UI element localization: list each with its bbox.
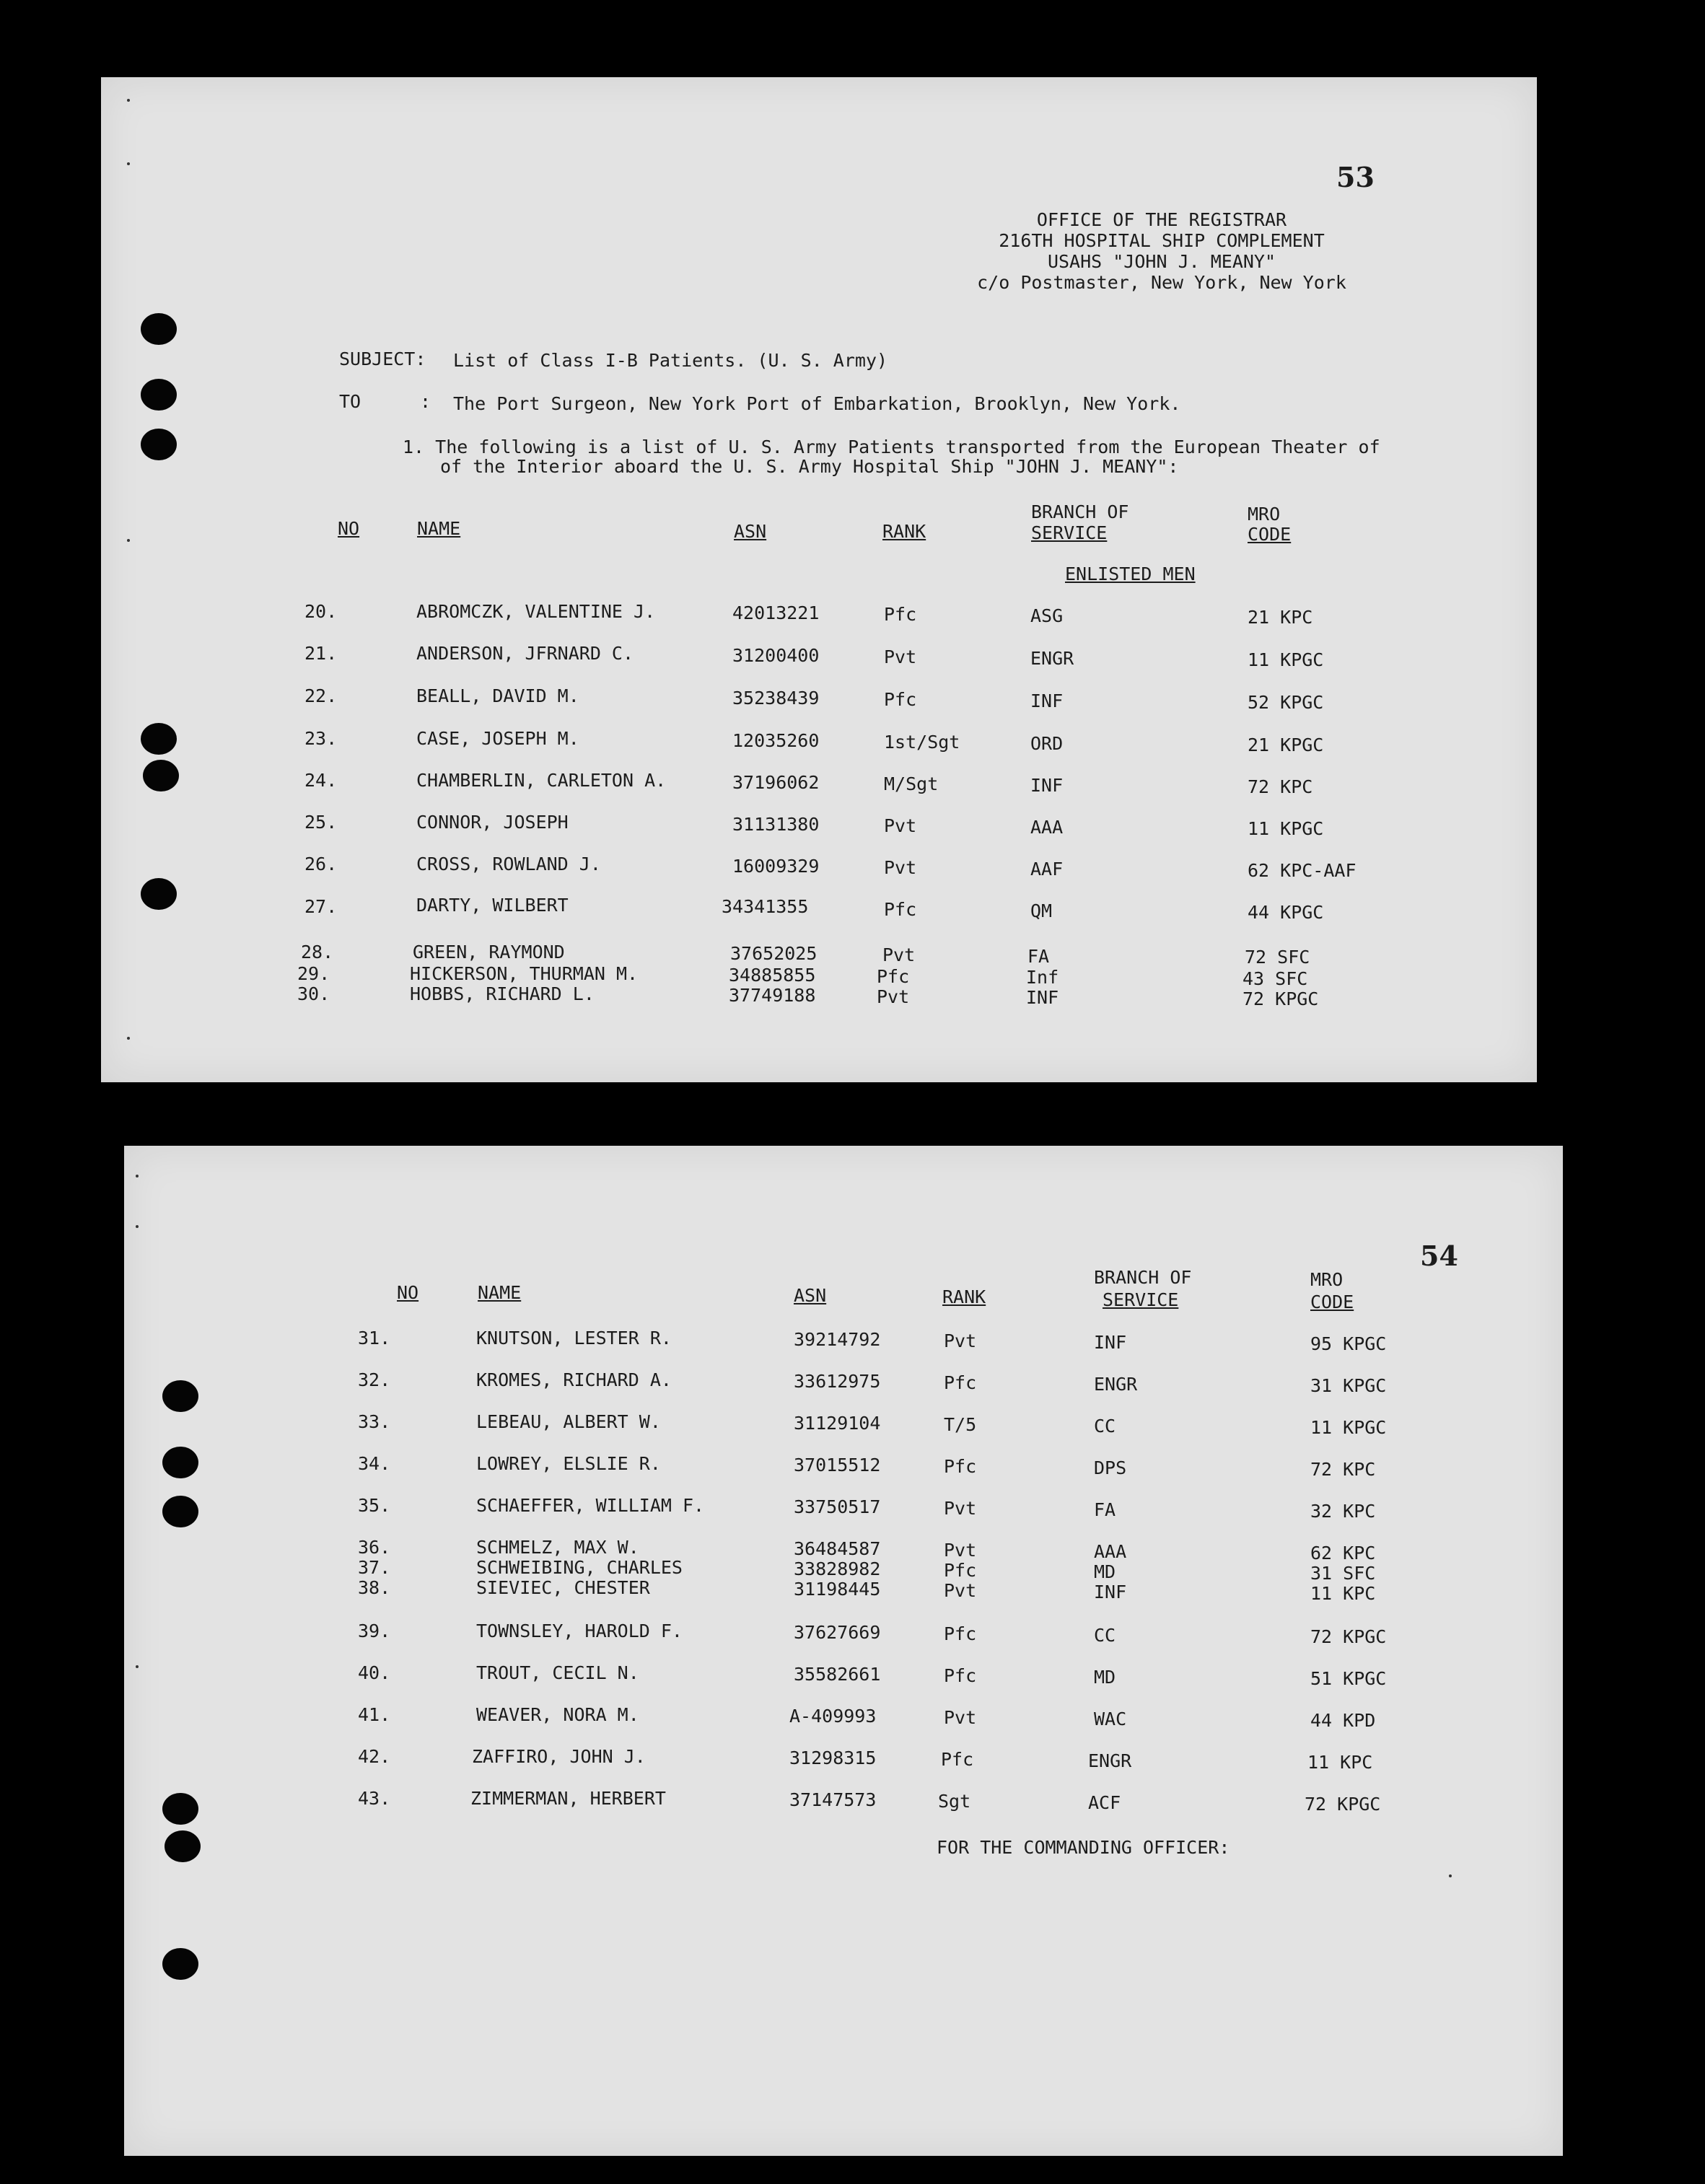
col-header-rank: RANK (942, 1286, 986, 1307)
row-name: ABROMCZK, VALENTINE J. (416, 601, 656, 622)
row-no: 36. (358, 1537, 391, 1558)
office-line-3: USAHS "JOHN J. MEANY" (1047, 251, 1276, 272)
margin-mark (127, 1037, 130, 1040)
row-name: CROSS, ROWLAND J. (416, 854, 601, 874)
row-rank: T/5 (944, 1414, 977, 1435)
punch-hole (141, 723, 177, 755)
row-no: 27. (304, 896, 338, 917)
row-branch: FA (1094, 1499, 1116, 1520)
row-mro: 72 KPGC (1305, 1794, 1381, 1815)
row-asn: 31129104 (794, 1413, 881, 1434)
row-branch: MD (1094, 1561, 1116, 1582)
col-header-name: NAME (417, 518, 461, 539)
punch-hole (162, 1496, 198, 1527)
row-no: 37. (358, 1557, 391, 1578)
row-asn: 37196062 (732, 772, 820, 793)
row-branch: INF (1094, 1332, 1127, 1353)
row-no: 24. (304, 770, 338, 791)
row-no: 30. (297, 983, 330, 1004)
row-rank: Pvt (944, 1580, 977, 1601)
punch-hole (141, 878, 177, 910)
row-asn: 37147573 (789, 1789, 877, 1810)
signature-line: FOR THE COMMANDING OFFICER: (937, 1837, 1230, 1858)
row-mro: 11 KPGC (1248, 818, 1324, 839)
row-name: CASE, JOSEPH M. (416, 728, 579, 749)
row-no: 39. (358, 1621, 391, 1641)
to-text: The Port Surgeon, New York Port of Embarkation, Brooklyn, New York. (453, 393, 1181, 414)
document-page-53 (101, 77, 1537, 1082)
row-rank: Pvt (884, 646, 917, 667)
row-asn: 35582661 (794, 1664, 881, 1685)
row-name: GREEN, RAYMOND (413, 942, 565, 962)
row-mro: 72 KPC (1248, 776, 1313, 797)
row-mro: 11 KPGC (1310, 1417, 1387, 1438)
row-asn: 37015512 (794, 1455, 881, 1475)
subject-label: SUBJECT: (339, 348, 426, 369)
row-branch: INF (1030, 775, 1064, 796)
margin-mark (136, 1225, 139, 1228)
row-rank: Pfc (944, 1372, 977, 1393)
col-header-mro-2: CODE (1248, 524, 1292, 545)
row-no: 31. (358, 1328, 391, 1348)
row-asn: 31200400 (732, 645, 820, 666)
row-asn: 34885855 (729, 965, 816, 986)
subject-text: List of Class I-B Patients. (U. S. Army) (453, 350, 888, 371)
row-asn: 33612975 (794, 1371, 881, 1392)
row-rank: Pfc (944, 1665, 977, 1686)
row-rank: Pfc (877, 966, 910, 987)
col-header-asn: ASN (734, 521, 767, 542)
row-asn: 31131380 (732, 814, 820, 835)
punch-hole (162, 1380, 198, 1412)
col-header-no: NO (338, 518, 360, 539)
row-name: SIEVIEC, CHESTER (476, 1577, 650, 1598)
row-name: CHAMBERLIN, CARLETON A. (416, 770, 667, 791)
row-branch: INF (1094, 1582, 1127, 1602)
row-rank: Pfc (884, 604, 917, 625)
col-header-branch-1: BRANCH OF (1094, 1267, 1192, 1288)
row-branch: ASG (1030, 605, 1064, 626)
row-mro: 44 KPGC (1248, 902, 1324, 923)
row-asn: 37627669 (794, 1622, 881, 1643)
row-name: HOBBS, RICHARD L. (410, 983, 595, 1004)
row-rank: Pvt (884, 857, 917, 878)
punch-hole (162, 1948, 198, 1980)
row-asn: 16009329 (732, 856, 820, 877)
row-name: KNUTSON, LESTER R. (476, 1328, 672, 1348)
row-rank: Sgt (938, 1791, 971, 1812)
row-name: SCHAEFFER, WILLIAM F. (476, 1495, 705, 1516)
row-asn: 34341355 (722, 896, 809, 917)
punch-hole (141, 313, 177, 345)
col-header-mro-2: CODE (1310, 1291, 1354, 1312)
punch-hole (165, 1830, 201, 1862)
row-name: CONNOR, JOSEPH (416, 812, 569, 833)
row-mro: 62 KPC (1310, 1543, 1376, 1564)
row-asn: 39214792 (794, 1329, 881, 1350)
row-mro: 72 SFC (1245, 947, 1310, 968)
row-mro: 31 KPGC (1310, 1375, 1387, 1396)
row-asn: 31298315 (789, 1747, 877, 1768)
row-rank: Pfc (884, 899, 917, 920)
row-branch: CC (1094, 1625, 1116, 1646)
row-mro: 52 KPGC (1248, 692, 1324, 713)
row-name: BEALL, DAVID M. (416, 685, 579, 706)
row-mro: 51 KPGC (1310, 1668, 1387, 1689)
row-branch: ENGR (1094, 1374, 1138, 1395)
office-line-4: c/o Postmaster, New York, New York (977, 272, 1346, 293)
row-mro: 11 KPGC (1248, 649, 1324, 670)
paragraph-line-2: of the Interior aboard the U. S. Army Hospital Ship "JOHN J. MEANY": (440, 456, 1179, 477)
col-header-rank: RANK (882, 521, 926, 542)
row-no: 32. (358, 1369, 391, 1390)
row-rank: Pvt (944, 1707, 977, 1728)
col-header-mro-1: MRO (1248, 504, 1281, 525)
col-header-name: NAME (478, 1282, 522, 1303)
col-header-mro-1: MRO (1310, 1269, 1344, 1290)
to-label: TO (339, 391, 361, 412)
row-name: ZIMMERMAN, HERBERT (470, 1788, 666, 1809)
row-no: 41. (358, 1704, 391, 1725)
punch-hole (162, 1793, 198, 1825)
row-branch: ENGR (1088, 1750, 1132, 1771)
punch-hole (143, 760, 179, 791)
office-line-1: OFFICE OF THE REGISTRAR (1036, 209, 1287, 230)
document-page-54 (124, 1146, 1563, 2156)
col-header-branch-2: SERVICE (1031, 522, 1108, 543)
row-mro: 21 KPGC (1248, 734, 1324, 755)
row-mro: 11 KPC (1310, 1583, 1376, 1604)
row-branch: MD (1094, 1667, 1116, 1688)
row-no: 35. (358, 1495, 391, 1516)
page-number: 54 (1420, 1240, 1458, 1272)
row-asn: 12035260 (732, 730, 820, 751)
row-no: 40. (358, 1662, 391, 1683)
row-rank: Pfc (944, 1560, 977, 1581)
col-header-asn: ASN (794, 1285, 827, 1306)
row-no: 34. (358, 1453, 391, 1474)
row-no: 25. (304, 812, 338, 833)
row-branch: WAC (1094, 1709, 1127, 1729)
margin-mark (127, 539, 130, 542)
row-branch: FA (1027, 946, 1050, 967)
row-name: WEAVER, NORA M. (476, 1704, 639, 1725)
row-branch: AAA (1030, 817, 1064, 838)
row-no: 23. (304, 728, 338, 749)
col-header-no: NO (397, 1282, 419, 1303)
row-branch: ORD (1030, 733, 1064, 754)
row-no: 26. (304, 854, 338, 874)
row-asn: 33828982 (794, 1558, 881, 1579)
section-heading: ENLISTED MEN (1065, 563, 1196, 584)
row-mro: 72 KPGC (1310, 1626, 1387, 1647)
row-no: 28. (301, 942, 334, 962)
row-rank: Pfc (941, 1749, 974, 1770)
row-rank: M/Sgt (884, 773, 939, 794)
row-rank: Pvt (882, 944, 916, 965)
row-mro: 32 KPC (1310, 1501, 1376, 1522)
row-name: HICKERSON, THURMAN M. (410, 963, 639, 984)
row-mro: 11 KPC (1307, 1752, 1373, 1773)
row-no: 42. (358, 1746, 391, 1767)
row-asn: 42013221 (732, 602, 820, 623)
row-rank: Pfc (944, 1623, 977, 1644)
row-branch: AAA (1094, 1541, 1127, 1562)
row-name: TOWNSLEY, HAROLD F. (476, 1621, 683, 1641)
row-name: ANDERSON, JFRNARD C. (416, 643, 634, 664)
col-header-branch-1: BRANCH OF (1031, 501, 1129, 522)
row-no: 21. (304, 643, 338, 664)
row-no: 22. (304, 685, 338, 706)
row-branch: ACF (1088, 1792, 1121, 1813)
margin-mark (127, 162, 130, 165)
row-rank: Pvt (884, 815, 917, 836)
row-branch: DPS (1094, 1457, 1127, 1478)
row-branch: INF (1030, 690, 1064, 711)
row-asn: 37652025 (730, 943, 818, 964)
punch-hole (162, 1447, 198, 1478)
row-mro: 62 KPC-AAF (1248, 860, 1356, 881)
row-rank: Pvt (877, 986, 910, 1007)
row-rank: Pvt (944, 1498, 977, 1519)
row-branch: ENGR (1030, 648, 1074, 669)
row-name: ZAFFIRO, JOHN J. (472, 1746, 646, 1767)
row-no: 20. (304, 601, 338, 622)
row-asn: 31198445 (794, 1579, 881, 1600)
row-asn: 33750517 (794, 1496, 881, 1517)
to-colon: : (420, 391, 431, 412)
row-no: 38. (358, 1577, 391, 1598)
row-asn: 36484587 (794, 1538, 881, 1559)
row-branch: CC (1094, 1416, 1116, 1437)
row-rank: Pfc (884, 689, 917, 710)
row-no: 33. (358, 1411, 391, 1432)
row-rank: 1st/Sgt (884, 732, 960, 753)
row-rank: Pvt (944, 1330, 977, 1351)
row-name: LEBEAU, ALBERT W. (476, 1411, 661, 1432)
office-line-2: 216TH HOSPITAL SHIP COMPLEMENT (999, 230, 1325, 251)
margin-mark (136, 1175, 139, 1177)
row-branch: INF (1026, 987, 1059, 1008)
row-mro: 44 KPD (1310, 1710, 1376, 1731)
row-mro: 95 KPGC (1310, 1333, 1387, 1354)
row-asn: 37749188 (729, 985, 816, 1006)
row-mro: 21 KPC (1248, 607, 1313, 628)
margin-mark (127, 99, 130, 102)
margin-mark (136, 1665, 139, 1668)
row-name: SCHMELZ, MAX W. (476, 1537, 639, 1558)
row-name: SCHWEIBING, CHARLES (476, 1557, 683, 1578)
row-name: DARTY, WILBERT (416, 895, 569, 916)
row-branch: QM (1030, 900, 1053, 921)
col-header-branch-2: SERVICE (1103, 1289, 1179, 1310)
row-branch: Inf (1026, 967, 1059, 988)
row-rank: Pvt (944, 1540, 977, 1561)
pen-mark (1449, 1874, 1452, 1877)
row-no: 43. (358, 1788, 391, 1809)
page-number: 53 (1336, 161, 1375, 193)
punch-hole (141, 429, 177, 460)
row-name: LOWREY, ELSLIE R. (476, 1453, 661, 1474)
row-mro: 72 KPC (1310, 1459, 1376, 1480)
paragraph-line-1: 1. The following is a list of U. S. Army Patients transported from the European Theater of (403, 437, 1380, 457)
row-name: TROUT, CECIL N. (476, 1662, 639, 1683)
row-asn: A-409993 (789, 1706, 877, 1727)
row-mro: 31 SFC (1310, 1563, 1376, 1584)
row-branch: AAF (1030, 859, 1064, 880)
row-name: KROMES, RICHARD A. (476, 1369, 672, 1390)
row-mro: 72 KPGC (1242, 988, 1319, 1009)
row-rank: Pfc (944, 1456, 977, 1477)
row-no: 29. (297, 963, 330, 984)
punch-hole (141, 379, 177, 411)
row-asn: 35238439 (732, 688, 820, 709)
row-mro: 43 SFC (1242, 968, 1308, 989)
